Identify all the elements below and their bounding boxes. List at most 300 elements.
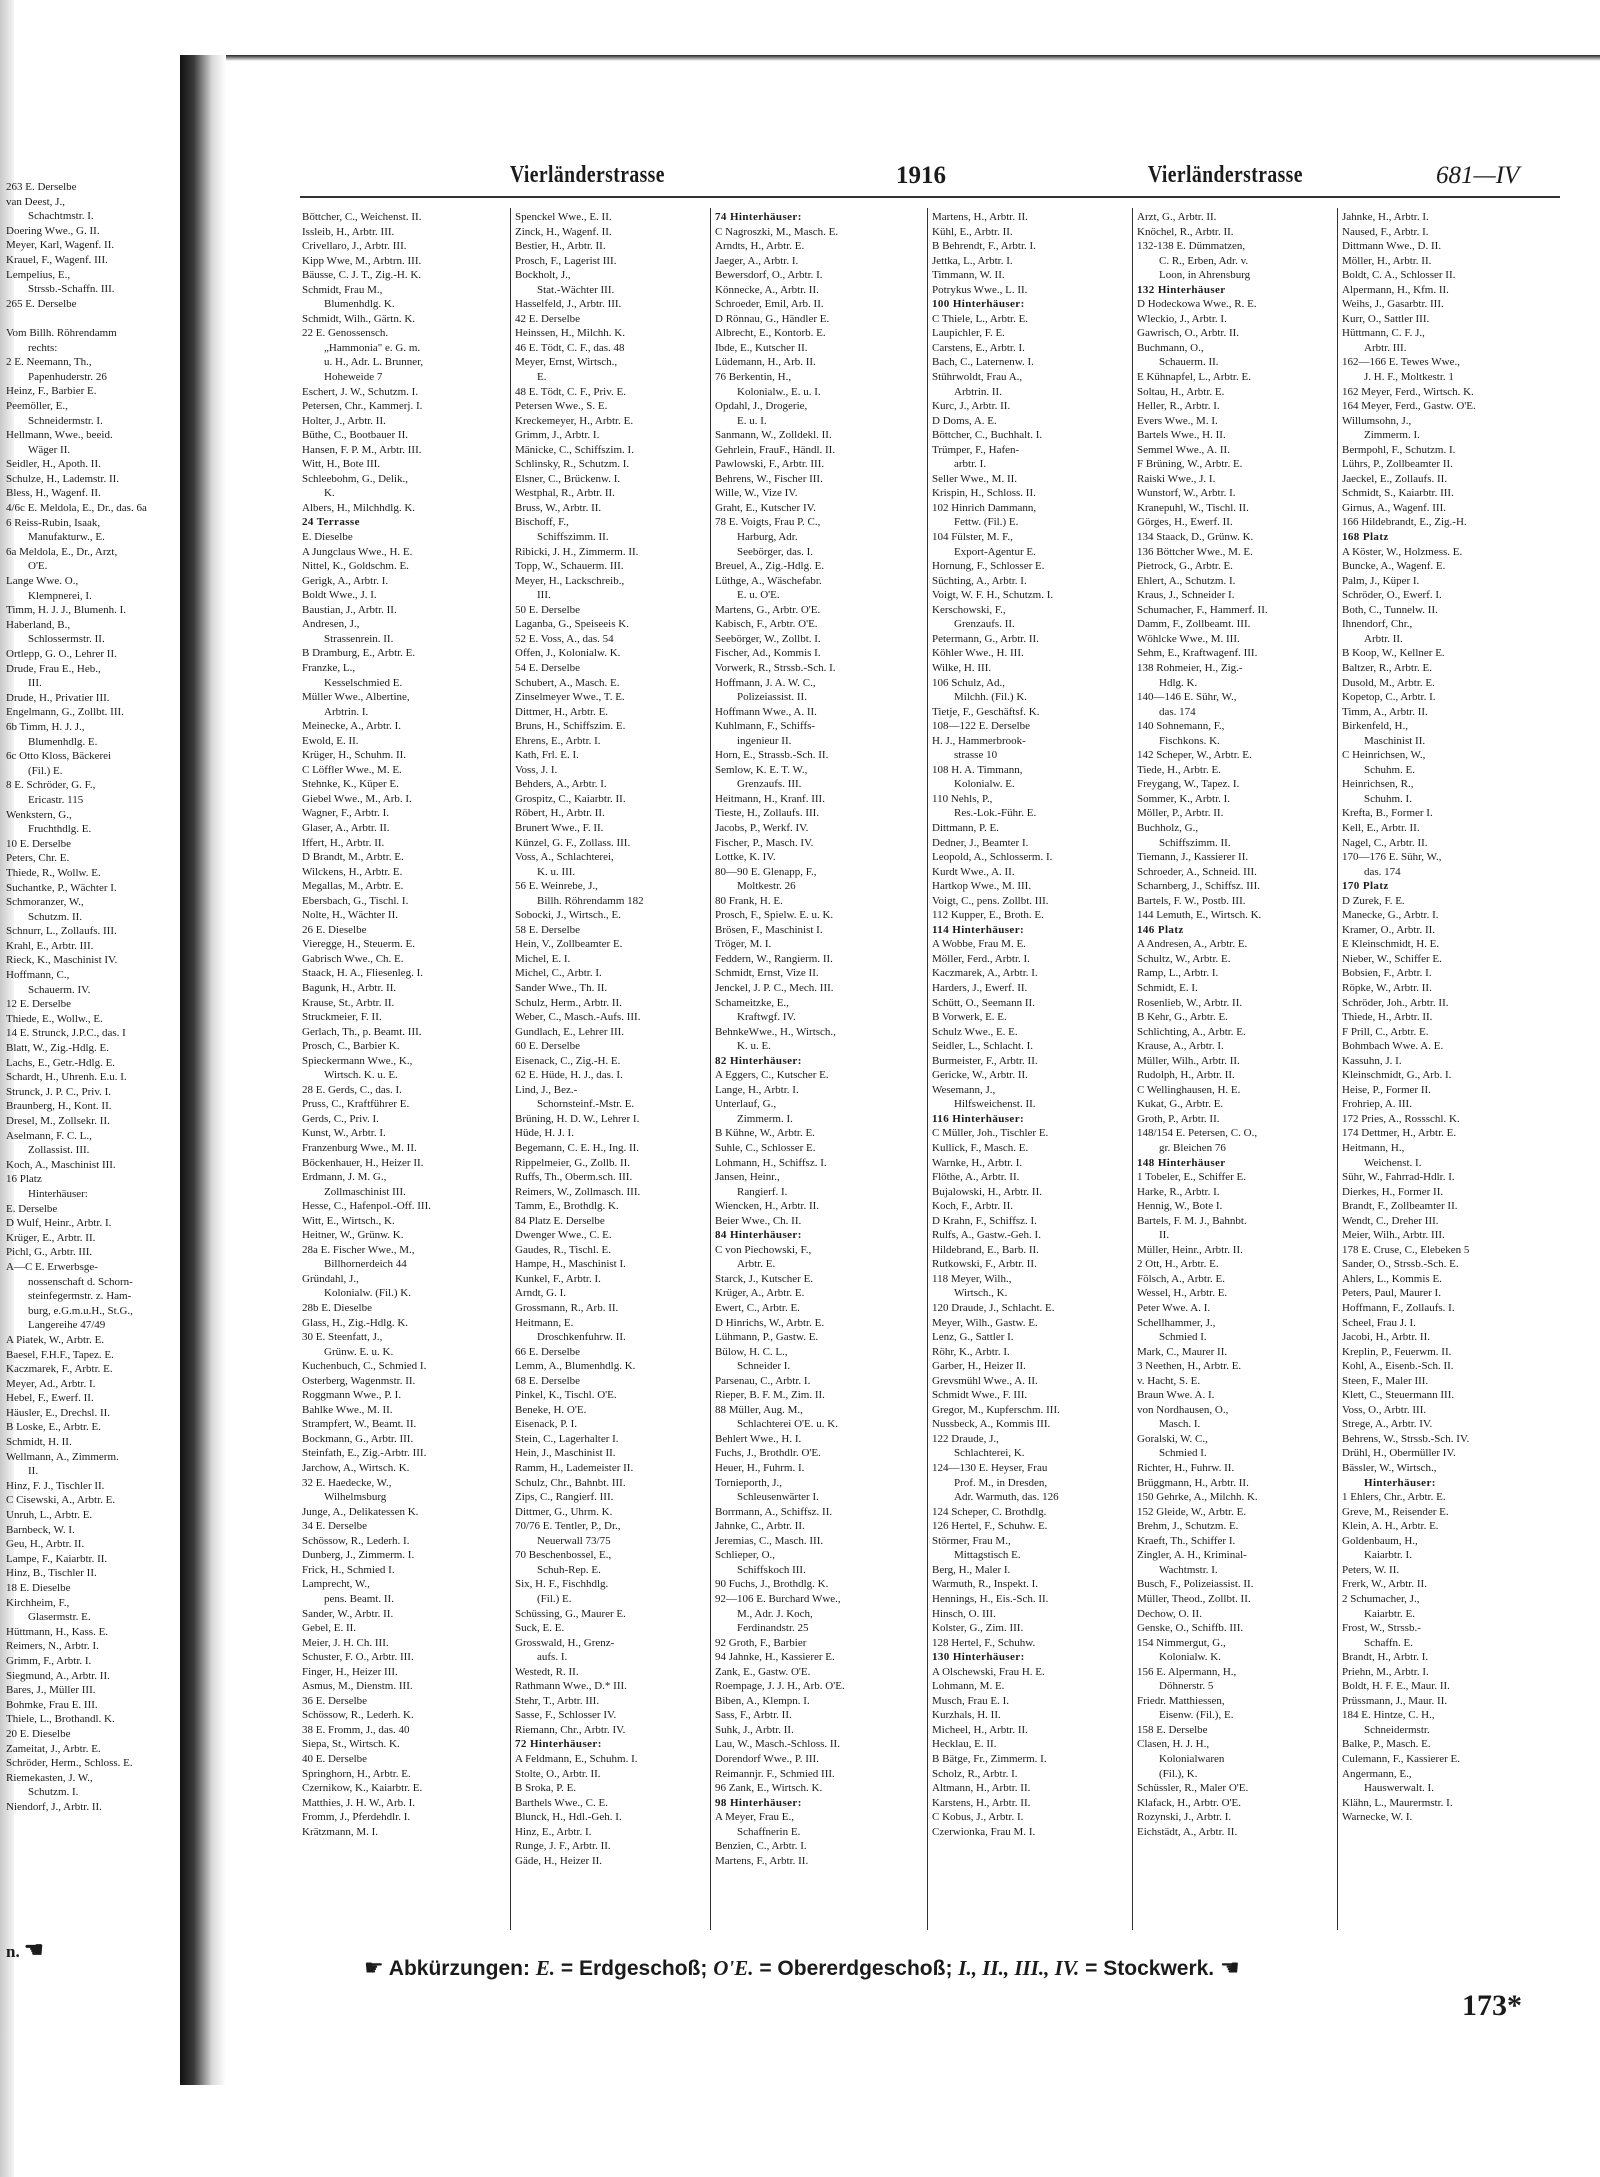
directory-entry-line: Arbtr. E. bbox=[737, 1258, 776, 1271]
directory-entry-line: Dresel, M., Zollsekr. II. bbox=[6, 1115, 110, 1127]
directory-entry-line: Schulz Wwe., E. E. bbox=[932, 1025, 1018, 1038]
directory-entry-line: gr. Bleichen 76 bbox=[1159, 1142, 1226, 1154]
directory-entry-line: Arbtrin. I. bbox=[324, 705, 369, 718]
directory-entry-line: Ramp, L., Arbtr. I. bbox=[1137, 967, 1219, 980]
directory-entry-line: Goldenbaum, H., bbox=[1342, 1534, 1418, 1547]
directory-entry-line: Krauel, F., Wagenf. III. bbox=[6, 253, 108, 266]
directory-entry-line: Lemm, A., Blumenhdlg. K. bbox=[515, 1360, 636, 1373]
directory-entry-line: Bermpohl, F., Schutzm. I. bbox=[1342, 443, 1456, 456]
directory-entry-line: Rudolph, H., Arbtr. II. bbox=[1137, 1069, 1235, 1082]
directory-entry-line: Scharnberg, J., Schiffsz. III. bbox=[1137, 880, 1261, 893]
directory-entry-line: 70/76 E. Tentler, P., Dr., bbox=[515, 1520, 621, 1533]
directory-entry-line: Graht, E., Kutscher IV. bbox=[715, 501, 816, 514]
directory-entry-line: Kaczmarek, F., Arbtr. E. bbox=[6, 1363, 113, 1376]
directory-entry-line: Grimm, J., Arbtr. I. bbox=[515, 429, 600, 442]
directory-entry-line: Wellmann, A., Zimmerm. bbox=[6, 1450, 119, 1463]
directory-entry-line: Hebel, F., Ewerf. II. bbox=[6, 1392, 94, 1405]
directory-entry-line: A Olschewski, Frau H. E. bbox=[932, 1665, 1045, 1678]
directory-entry-line: 1 Ehlers, Chr., Arbtr. E. bbox=[1342, 1491, 1446, 1504]
directory-entry-line: Grenzaufs. III. bbox=[737, 778, 802, 791]
directory-entry-line: Parsenau, C., Arbtr. I. bbox=[715, 1374, 811, 1387]
directory-entry-line: Vom Billh. Röhrendamm bbox=[6, 326, 117, 339]
directory-entry-line: Nittel, K., Goldschm. E. bbox=[302, 560, 409, 573]
directory-entry-line: D Wulf, Heinr., Arbtr. I. bbox=[6, 1217, 112, 1230]
directory-entry-line: C Wellinghausen, H. E. bbox=[1137, 1083, 1241, 1096]
directory-column-6 bbox=[1342, 210, 1556, 1930]
directory-entry-line: 28 E. Gerds, C., das. I. bbox=[302, 1083, 402, 1096]
directory-entry-line: Stehnke, K., Küper E. bbox=[302, 778, 399, 791]
directory-entry-line: Schubert, A., Masch. E. bbox=[515, 676, 620, 689]
directory-entry-line: Iffert, H., Arbtr. II. bbox=[302, 836, 385, 849]
directory-entry-line: Kerschowski, F., bbox=[932, 603, 1006, 616]
directory-entry-line: 152 Gleide, W., Arbtr. E. bbox=[1137, 1505, 1247, 1518]
column-rule bbox=[1132, 208, 1133, 1930]
directory-entry-line: Bockmann, G., Arbtr. III. bbox=[302, 1432, 414, 1445]
directory-entry-line: Schumacher, F., Hammerf. II. bbox=[1137, 603, 1268, 616]
directory-entry-line: Thiele, L., Brothandl. K. bbox=[6, 1713, 115, 1726]
directory-entry-line: 70 Beschenbossel, E., bbox=[515, 1549, 612, 1562]
directory-column-2 bbox=[515, 210, 707, 1930]
directory-entry-line: Rozynski, J., Arbtr. I. bbox=[1137, 1811, 1232, 1824]
directory-entry-line: Brüning, H. D. W., Lehrer I. bbox=[515, 1112, 640, 1125]
directory-entry-line: Kabisch, F., Arbtr. O'E. bbox=[715, 618, 818, 631]
directory-entry-line: E. bbox=[537, 371, 547, 384]
directory-entry-line: Naused, F., Arbtr. I. bbox=[1342, 225, 1429, 238]
directory-entry-line: Martens, H., Arbtr. II. bbox=[932, 211, 1028, 223]
directory-entry-line: Schornsteinf.-Mstr. E. bbox=[537, 1098, 635, 1111]
directory-entry-line: Jaeckel, E., Zollaufs. II. bbox=[1342, 472, 1448, 485]
directory-entry-line: Rieck, K., Maschinist IV. bbox=[6, 954, 118, 967]
directory-entry-line: Stehr, T., Arbtr. III. bbox=[515, 1694, 600, 1707]
directory-entry-line: Gründahl, J., bbox=[302, 1272, 359, 1285]
directory-entry-line: J. H. F., Moltkestr. 1 bbox=[1364, 371, 1454, 384]
directory-entry-line: Blatt, W., Zig.-Hdlg. E. bbox=[6, 1042, 109, 1055]
directory-entry-line: E Kühnapfel, L., Arbtr. E. bbox=[1137, 371, 1251, 384]
directory-entry-line: Dusold, M., Arbtr. E. bbox=[1342, 676, 1435, 689]
directory-entry-line: 46 E. Tödt, C. F., das. 48 bbox=[515, 341, 625, 354]
directory-entry-line: C Nagroszki, M., Masch. E. bbox=[715, 225, 839, 238]
directory-entry-line: Begemann, C. E. H., Ing. II. bbox=[515, 1142, 640, 1154]
directory-entry-line: Wiencken, H., Arbtr. II. bbox=[715, 1200, 820, 1213]
directory-entry-line: B Koop, W., Kellner E. bbox=[1342, 647, 1445, 660]
directory-entry-line: Holter, J., Arbtr. II. bbox=[302, 414, 386, 427]
directory-entry-line: Schulz, Herm., Arbtr. II. bbox=[515, 996, 622, 1009]
directory-entry-line: Bagunk, H., Arbtr. II. bbox=[302, 981, 397, 994]
directory-entry-line: Lüthge, A., Wäschefabr. bbox=[715, 574, 822, 587]
directory-entry-line: „Hammonia" e. G. m. bbox=[324, 341, 421, 354]
directory-entry-line: Westphal, R., Arbtr. II. bbox=[515, 487, 615, 500]
directory-entry-line: Neuerwall 73/75 bbox=[537, 1534, 611, 1547]
directory-entry-line: 3 Neethen, H., Arbtr. E. bbox=[1137, 1360, 1242, 1373]
directory-entry-line: nossenschaft d. Schorn- bbox=[28, 1275, 133, 1288]
directory-entry-line: Barthels Wwe., C. E. bbox=[515, 1796, 608, 1809]
directory-entry-line: Ortlepp, G. O., Lehrer II. bbox=[6, 648, 117, 660]
directory-entry-line: Hinz, F. J., Tischler II. bbox=[6, 1479, 105, 1492]
directory-entry-line: Leopold, A., Schlosserm. I. bbox=[932, 851, 1053, 864]
directory-entry-line: 116 Hinterhäuser: bbox=[932, 1112, 1025, 1125]
directory-entry-line: Ehlert, A., Schutzm. I. bbox=[1137, 574, 1236, 587]
directory-entry-line: 36 E. Derselbe bbox=[302, 1694, 368, 1707]
directory-entry-line: Schröder, O., Ewerf. I. bbox=[1342, 589, 1442, 602]
directory-entry-line: Lottke, K. IV. bbox=[715, 851, 776, 864]
directory-entry-line: Tröger, M. I. bbox=[715, 938, 772, 951]
directory-entry-line: A Köster, W., Holzmess. E. bbox=[1342, 545, 1463, 558]
directory-column-4 bbox=[932, 210, 1128, 1930]
directory-entry-line: Petersen Wwe., S. E. bbox=[515, 400, 608, 413]
directory-entry-line: K. u. III. bbox=[537, 865, 576, 878]
directory-entry-line: Zimmerm. I. bbox=[737, 1112, 793, 1125]
directory-entry-line: Priehn, M., Arbtr. I. bbox=[1342, 1665, 1429, 1678]
directory-entry-line: Gabrisch Wwe., Ch. E. bbox=[302, 952, 404, 965]
directory-entry-line: Groth, P., Arbtr. II. bbox=[1137, 1112, 1220, 1125]
directory-entry-line: Knöchel, R., Arbtr. II. bbox=[1137, 225, 1234, 238]
directory-entry-line: Papenhuderstr. 26 bbox=[28, 370, 107, 383]
directory-entry-line: Nussbeck, A., Kommis III. bbox=[932, 1418, 1051, 1431]
directory-entry-line: Peters, Chr. E. bbox=[6, 852, 70, 865]
directory-entry-line: Eichstädt, A., Arbtr. II. bbox=[1137, 1825, 1238, 1838]
directory-entry-line: Glaser, A., Arbtr. II. bbox=[302, 821, 390, 834]
directory-entry-line: 122 Draude, J., bbox=[932, 1432, 999, 1445]
directory-entry-line: Hansen, F. P. M., Arbtr. III. bbox=[302, 443, 422, 456]
directory-entry-line: 2 Schumacher, J., bbox=[1342, 1592, 1420, 1605]
directory-entry-line: Lamprecht, W., bbox=[302, 1578, 370, 1591]
directory-entry-line: Czerwionka, Frau M. I. bbox=[932, 1825, 1036, 1838]
directory-entry-line: Schutzm. II. bbox=[28, 910, 83, 923]
directory-entry-line: Kraeft, Th., Schiffer I. bbox=[1137, 1534, 1236, 1547]
directory-entry-line: Megallas, M., Arbtr. E. bbox=[302, 880, 404, 893]
directory-entry-line: Sehm, E., Kraftwagenf. III. bbox=[1137, 647, 1258, 660]
directory-entry-line: Kaczmarek, A., Arbtr. I. bbox=[932, 967, 1038, 980]
directory-entry-line: Kurc, J., Arbtr. II. bbox=[932, 400, 1011, 413]
directory-entry-line: Boldt, C. A., Schlosser II. bbox=[1342, 269, 1456, 282]
directory-entry-line: ingenieur II. bbox=[737, 734, 792, 747]
directory-entry-line: Export-Agentur E. bbox=[954, 545, 1036, 558]
directory-entry-line: Schauerm. IV. bbox=[28, 983, 91, 996]
directory-entry-line: 2 E. Neemann, Th., bbox=[6, 356, 92, 369]
directory-entry-line: Eschert, J. W., Schutzm. I. bbox=[302, 385, 419, 398]
directory-entry-line: B Behrendt, F., Arbtr. I. bbox=[932, 240, 1036, 253]
directory-entry-line: Jacobi, H., Arbtr. II. bbox=[1342, 1331, 1430, 1344]
directory-entry-line: C Cisewski, A., Arbtr. E. bbox=[6, 1494, 116, 1507]
directory-entry-line: Dedner, J., Beamter I. bbox=[932, 836, 1029, 849]
directory-entry-line: B Kühne, W., Arbtr. E. bbox=[715, 1127, 815, 1140]
directory-entry-line: Schulz, Chr., Bahnbt. III. bbox=[515, 1476, 626, 1489]
directory-entry-line: steinfegermstr. z. Ham- bbox=[28, 1290, 132, 1303]
directory-entry-line: M., Adr. J. Koch, bbox=[737, 1607, 813, 1620]
directory-entry-line: Fölsch, A., Arbtr. E. bbox=[1137, 1272, 1226, 1285]
legend-e-value: = Erdgeschoß; bbox=[560, 1957, 708, 1980]
directory-entry-line: Junge, A., Delikatessen K. bbox=[302, 1505, 419, 1518]
directory-entry-line: Grossmann, R., Arb. II. bbox=[515, 1302, 619, 1315]
directory-entry-line: Buchholz, G., bbox=[1137, 821, 1199, 834]
directory-entry-line: Burmeister, F., Arbtr. II. bbox=[932, 1054, 1038, 1067]
directory-entry-line: 56 E. Weinrebe, J., bbox=[515, 880, 598, 893]
directory-entry-line: Timm, A., Arbtr. II. bbox=[1342, 705, 1428, 718]
directory-entry-line: Rippelmeier, G., Zollb. II. bbox=[515, 1156, 631, 1169]
directory-entry-line: D Krahn, F., Schiffsz. I. bbox=[932, 1214, 1037, 1227]
directory-entry-line: Schössow, R., Lederh. I. bbox=[302, 1534, 410, 1547]
directory-entry-line: 34 E. Derselbe bbox=[302, 1520, 368, 1533]
directory-entry-line: Heinrichsen, R., bbox=[1342, 778, 1414, 791]
directory-entry-line: Jaeger, A., Arbtr. I. bbox=[715, 254, 799, 267]
directory-entry-line: Kunst, W., Arbtr. I. bbox=[302, 1127, 386, 1140]
directory-entry-line: Hasselfeld, J., Arbtr. III. bbox=[515, 298, 622, 311]
directory-entry-line: Schiffszimm. II. bbox=[1159, 836, 1231, 849]
directory-entry-line: 106 Schulz, Ad., bbox=[932, 676, 1006, 689]
directory-entry-line: Bares, J., Müller III. bbox=[6, 1684, 96, 1697]
directory-entry-line: Peters, Paul, Maurer I. bbox=[1342, 1287, 1441, 1300]
directory-entry-line: Altmann, H., Arbtr. II. bbox=[932, 1782, 1031, 1795]
directory-entry-line: Sanmann, W., Zolldekl. II. bbox=[715, 429, 832, 442]
directory-entry-line: 58 E. Derselbe bbox=[515, 923, 581, 936]
directory-entry-line: Meyer, H., Lackschreib., bbox=[515, 574, 625, 587]
directory-entry-line: Manecke, G., Arbtr. I. bbox=[1342, 909, 1439, 922]
directory-entry-line: Voigt, W. F. H., Schutzm. I. bbox=[932, 589, 1054, 602]
directory-entry-line: Kuchenbuch, C., Schmied I. bbox=[302, 1360, 427, 1373]
directory-entry-line: Krüger, E., Arbtr. II. bbox=[6, 1231, 96, 1244]
directory-entry-line: 50 E. Derselbe bbox=[515, 603, 581, 616]
directory-entry-line: Zimmerm. I. bbox=[1364, 429, 1420, 442]
directory-entry-line: Wagner, F., Arbtr. I. bbox=[302, 807, 390, 820]
directory-entry-line: Hesse, C., Hafenpol.-Off. III. bbox=[302, 1200, 432, 1213]
directory-entry-line: D Hodeckowa Wwe., R. E. bbox=[1137, 298, 1257, 311]
directory-entry-line: Zinck, H., Wagenf. II. bbox=[515, 225, 612, 238]
directory-entry-line: Grosswald, H., Grenz- bbox=[515, 1636, 615, 1649]
directory-entry-line: 120 Draude, J., Schlacht. E. bbox=[932, 1302, 1055, 1315]
directory-entry-line: 148 Hinterhäuser bbox=[1137, 1156, 1226, 1169]
directory-entry-line: 136 Böttcher Wwe., M. E. bbox=[1137, 545, 1253, 558]
directory-entry-line: Schlachterei, K. bbox=[954, 1447, 1025, 1460]
directory-entry-line: das. 174 bbox=[1364, 865, 1401, 878]
directory-entry-line: Koch, A., Maschinist III. bbox=[6, 1158, 116, 1171]
directory-entry-line: Möller, P., Arbtr. II. bbox=[1137, 807, 1224, 820]
directory-entry-line: Dorendorf Wwe., P. III. bbox=[715, 1752, 819, 1765]
directory-entry-line: Struckmeier, F. II. bbox=[302, 1011, 382, 1024]
directory-entry-line: 6b Timm, H. J. J., bbox=[6, 720, 85, 733]
directory-entry-line: Bartels, F. W., Postb. III. bbox=[1137, 894, 1246, 907]
directory-entry-line: 108 H. A. Timmann, bbox=[932, 763, 1023, 776]
directory-entry-line: Schroeder, Emil, Arb. II. bbox=[715, 298, 824, 311]
directory-entry-line: Karstens, H., Arbtr. II. bbox=[932, 1796, 1031, 1809]
directory-entry-line: 114 Hinterhäuser: bbox=[932, 923, 1025, 936]
directory-entry-line: Zameitat, J., Arbtr. E. bbox=[6, 1742, 101, 1755]
directory-entry-line: Benzien, C., Arbtr. I. bbox=[715, 1840, 807, 1853]
directory-entry-line: Strege, A., Arbtr. IV. bbox=[1342, 1418, 1433, 1431]
directory-entry-line: Kranepuhl, W., Tischl. II. bbox=[1137, 501, 1249, 514]
directory-entry-line: Genske, O., Schiffb. III. bbox=[1137, 1622, 1244, 1635]
page-number: 173* bbox=[1462, 1989, 1522, 2022]
directory-entry-line: von Nordhausen, O., bbox=[1137, 1403, 1229, 1416]
directory-entry-line: Pruss, C., Kraftführer E. bbox=[302, 1098, 410, 1111]
directory-entry-line: Clasen, H. J. H., bbox=[1137, 1738, 1210, 1751]
directory-entry-line: Berg, H., Maler I. bbox=[932, 1563, 1011, 1576]
directory-entry-line: Fischer, P., Masch. IV. bbox=[715, 836, 814, 849]
directory-entry-line: 78 E. Voigts, Frau P. C., bbox=[715, 516, 821, 529]
directory-entry-line: 166 Hildebrandt, E., Zig.-H. bbox=[1342, 516, 1467, 529]
directory-entry-line: Wachtmstr. I. bbox=[1159, 1563, 1218, 1576]
directory-entry-line: Stührwoldt, Frau A., bbox=[932, 371, 1023, 384]
directory-entry-line: Sasse, F., Schlosser IV. bbox=[515, 1709, 617, 1722]
directory-entry-line: Glasermstr. E. bbox=[28, 1611, 91, 1624]
directory-entry-line: Fuchs, J., Brothdlr. O'E. bbox=[715, 1447, 821, 1460]
directory-entry-line: B Dramburg, E., Arbtr. E. bbox=[302, 647, 416, 660]
directory-entry-line: Brösen, F., Maschinist I. bbox=[715, 923, 823, 936]
directory-entry-line: Unruh, L., Arbtr. E. bbox=[6, 1509, 93, 1522]
directory-entry-line: Gericke, W., Arbtr. II. bbox=[932, 1069, 1028, 1082]
directory-entry-line: 38 E. Fromm, J., das. 40 bbox=[302, 1723, 410, 1736]
directory-entry-line: Schmied I. bbox=[1159, 1331, 1207, 1344]
directory-entry-line: Arndt, G. I. bbox=[515, 1287, 567, 1300]
directory-entry-line: 48 E. Tödt, C. F., Priv. E. bbox=[515, 385, 626, 398]
directory-entry-line: Gundlach, E., Lehrer III. bbox=[515, 1025, 625, 1038]
directory-entry-line: Frost, W., Strssb.- bbox=[1342, 1622, 1421, 1635]
directory-entry-line: Laupichler, F. E. bbox=[932, 327, 1005, 340]
directory-entry-line: Harburg, Adr. bbox=[737, 531, 798, 544]
directory-entry-line: Röhr, K., Arbtr. I. bbox=[932, 1345, 1010, 1358]
directory-entry-line: 60 E. Derselbe bbox=[515, 1040, 581, 1053]
directory-entry-line: Prof. M., in Dresden, bbox=[954, 1476, 1048, 1489]
directory-entry-line: Jenckel, J. P. C., Mech. III. bbox=[715, 981, 834, 994]
directory-entry-line: Seidler, H., Apoth. II. bbox=[6, 458, 101, 471]
directory-entry-line: Dechow, O. II. bbox=[1137, 1607, 1202, 1620]
directory-entry-line: Krätzmann, M. I. bbox=[302, 1825, 379, 1838]
directory-entry-line: Schuhm. E. bbox=[1364, 763, 1416, 776]
legend-floors-value: = Stockwerk. bbox=[1085, 1957, 1215, 1980]
directory-entry-line: Opdahl, J., Drogerie, bbox=[715, 400, 808, 413]
directory-entry-line: 96 Zank, E., Wirtsch. K. bbox=[715, 1782, 823, 1795]
directory-entry-line: Könnecke, A., Arbtr. II. bbox=[715, 283, 819, 296]
directory-entry-line: 142 Scheper, W., Arbtr. E. bbox=[1137, 749, 1252, 762]
directory-entry-line: Gaudes, R., Tischl. E. bbox=[515, 1243, 611, 1256]
directory-entry-line: Tiede, H., Arbtr. E. bbox=[1137, 763, 1221, 776]
directory-entry-line: Schmidt, Wilh., Gärtn. K. bbox=[302, 312, 416, 325]
directory-entry-line: Ericastr. 115 bbox=[28, 793, 84, 806]
directory-entry-line: Schmidt, Ernst, Vize II. bbox=[715, 967, 819, 980]
legend-oe-key: O'E. bbox=[713, 1956, 754, 1980]
directory-entry-line: Schmidt, H. II. bbox=[6, 1436, 72, 1449]
directory-entry-line: Doering Wwe., G. II. bbox=[6, 224, 100, 237]
directory-entry-line: Kraftwgf. IV. bbox=[737, 1011, 796, 1024]
directory-entry-line: 184 E. Hintze, C. H., bbox=[1342, 1709, 1435, 1722]
directory-entry-line: Friedr. Matthiessen, bbox=[1137, 1694, 1225, 1707]
directory-entry-line: Reimannjr. F., Schmied III. bbox=[715, 1767, 835, 1780]
directory-entry-line: 170 Platz bbox=[1342, 880, 1389, 893]
directory-entry-line: Spenckel Wwe., E. II. bbox=[515, 211, 612, 223]
directory-entry-line: Arbtr. III. bbox=[1364, 341, 1407, 354]
directory-entry-line: B Sroka, P. E. bbox=[515, 1782, 577, 1795]
directory-entry-line: Schultz, W., Arbtr. E. bbox=[1137, 952, 1231, 965]
directory-entry-line: das. 174 bbox=[1159, 705, 1196, 718]
directory-entry-line: Schneider I. bbox=[737, 1360, 791, 1373]
directory-entry-line: 10 E. Derselbe bbox=[6, 837, 72, 850]
directory-entry-line: Brunert Wwe., F. II. bbox=[515, 821, 604, 834]
directory-entry-line: Süchting, A., Arbtr. I. bbox=[932, 574, 1027, 587]
directory-entry-line: Scheel, Frau J. I. bbox=[1342, 1316, 1416, 1329]
directory-entry-line: 100 Hinterhäuser: bbox=[932, 298, 1025, 311]
directory-entry-line: Jahnke, H., Arbtr. I. bbox=[1342, 211, 1429, 223]
directory-entry-line: 102 Hinrich Dammann, bbox=[932, 501, 1037, 514]
directory-entry-line: Kolonialw., E. u. I. bbox=[737, 385, 821, 398]
directory-entry-line: Müller, Wilh., Arbtr. II. bbox=[1137, 1054, 1240, 1067]
directory-entry-line: Hauswerwalt. I. bbox=[1364, 1782, 1434, 1795]
directory-entry-line: Kramer, O., Arbtr. II. bbox=[1342, 923, 1436, 936]
directory-entry-line: Schmoranzer, W., bbox=[6, 896, 84, 909]
directory-entry-line: Lüdemann, H., Arb. II. bbox=[715, 356, 816, 369]
directory-entry-line: Adr. Warmuth, das. 126 bbox=[954, 1491, 1059, 1504]
directory-entry-line: Heitmann, H., bbox=[1342, 1142, 1405, 1154]
directory-entry-line: Brandt, H., Arbtr. I. bbox=[1342, 1651, 1429, 1664]
directory-entry-line: Zank, E., Gastw. O'E. bbox=[715, 1665, 811, 1678]
directory-entry-line: Bockholt, J., bbox=[515, 269, 571, 282]
directory-entry-line: Haberland, B., bbox=[6, 618, 71, 631]
left-page-footer-text: n. bbox=[6, 1942, 20, 1961]
directory-entry-line: Dittmer, G., Uhrm. K. bbox=[515, 1505, 613, 1518]
directory-entry-line: Rieper, B. F. M., Zim. II. bbox=[715, 1389, 825, 1402]
directory-entry-line: Stein, C., Lagerhalter I. bbox=[515, 1432, 619, 1445]
directory-entry-line: Wirtsch. K. u. E. bbox=[324, 1069, 398, 1082]
directory-entry-line: 40 E. Derselbe bbox=[302, 1752, 368, 1765]
directory-entry-line: Schleebohm, G., Delik., bbox=[302, 472, 409, 485]
directory-entry-line: Michel, E. I. bbox=[515, 952, 571, 965]
directory-entry-line: D Hinrichs, W., Arbtr. E. bbox=[715, 1316, 825, 1329]
directory-entry-line: Hennings, H., Eis.-Sch. II. bbox=[932, 1592, 1049, 1605]
directory-entry-line: Warnecke, W. I. bbox=[1342, 1811, 1413, 1824]
directory-entry-line: Bestier, H., Arbtr. II. bbox=[515, 240, 606, 253]
directory-entry-line: Kraus, J., Schneider I. bbox=[1137, 589, 1235, 602]
directory-entry-line: (Fil.) E. bbox=[537, 1592, 572, 1605]
directory-entry-line: Bischoff, F., bbox=[515, 516, 569, 529]
directory-entry-line: Gawrisch, O., Arbtr. II. bbox=[1137, 327, 1240, 340]
directory-entry-line: Gerlach, Th., p. Beamt. III. bbox=[302, 1025, 422, 1038]
directory-entry-line: Heise, P., Former II. bbox=[1342, 1083, 1431, 1096]
directory-entry-line: 110 Nehls, P., bbox=[932, 792, 993, 805]
directory-entry-line: BehnkeWwe., H., Wirtsch., bbox=[715, 1025, 836, 1038]
directory-entry-line: B Loske, E., Arbtr. E. bbox=[6, 1421, 102, 1434]
directory-entry-line: Gebel, E. II. bbox=[302, 1622, 357, 1635]
directory-entry-line: Meyer, Karl, Wagenf. II. bbox=[6, 239, 115, 252]
directory-entry-line: Peter Wwe. A. I. bbox=[1137, 1302, 1211, 1315]
directory-entry-line: Tiemann, J., Kassierer II. bbox=[1137, 851, 1249, 864]
directory-entry-line: Klähn, L., Maurermstr. I. bbox=[1342, 1796, 1453, 1809]
directory-entry-line: Peters, W. II. bbox=[1342, 1563, 1400, 1576]
directory-entry-line: Aselmann, F. C. L., bbox=[6, 1129, 92, 1142]
directory-entry-line: 263 E. Derselbe bbox=[6, 181, 77, 193]
directory-entry-line: C Kobus, J., Arbtr. I. bbox=[932, 1811, 1024, 1824]
directory-entry-line: Krause, St., Arbtr. II. bbox=[302, 996, 395, 1009]
directory-entry-line: Semmel Wwe., A. II. bbox=[1137, 443, 1230, 456]
directory-entry-line: Bobsien, F., Arbtr. I. bbox=[1342, 967, 1432, 980]
directory-entry-line: Suchantke, P., Wächter I. bbox=[6, 881, 117, 894]
directory-entry-line: Meinecke, A., Arbtr. I. bbox=[302, 720, 401, 733]
directory-entry-line: Strunck, J. P. C., Priv. I. bbox=[6, 1085, 112, 1098]
directory-entry-line: Alpermann, H., Kfm. II. bbox=[1342, 283, 1449, 296]
directory-entry-line: Fruchthdlg. E. bbox=[28, 823, 92, 836]
directory-entry-line: 2 Ott, H., Arbtr. E. bbox=[1137, 1258, 1219, 1271]
directory-entry-line: Garber, H., Heizer II. bbox=[932, 1360, 1026, 1373]
legend-label: Abkürzungen: bbox=[388, 1957, 530, 1980]
directory-entry-line: 124—130 E. Heyser, Frau bbox=[932, 1462, 1048, 1475]
directory-entry-line: Köhler Wwe., H. III. bbox=[932, 647, 1024, 660]
directory-entry-line: Kaiarbtr. E. bbox=[1364, 1607, 1416, 1620]
directory-entry-line: 66 E. Derselbe bbox=[515, 1345, 581, 1358]
directory-entry-line: Franzenburg Wwe., M. II. bbox=[302, 1142, 417, 1154]
directory-entry-line: Nagel, C., Arbtr. II. bbox=[1342, 836, 1428, 849]
column-rule bbox=[510, 208, 511, 1930]
directory-entry-line: Rutkowski, F., Arbtr. II. bbox=[932, 1258, 1037, 1271]
directory-entry-line: A—C E. Erwerbsge- bbox=[6, 1260, 98, 1273]
directory-entry-line: Bartels Wwe., H. II. bbox=[1137, 429, 1226, 442]
directory-entry-line: Grünw. E. u. K. bbox=[324, 1345, 394, 1358]
